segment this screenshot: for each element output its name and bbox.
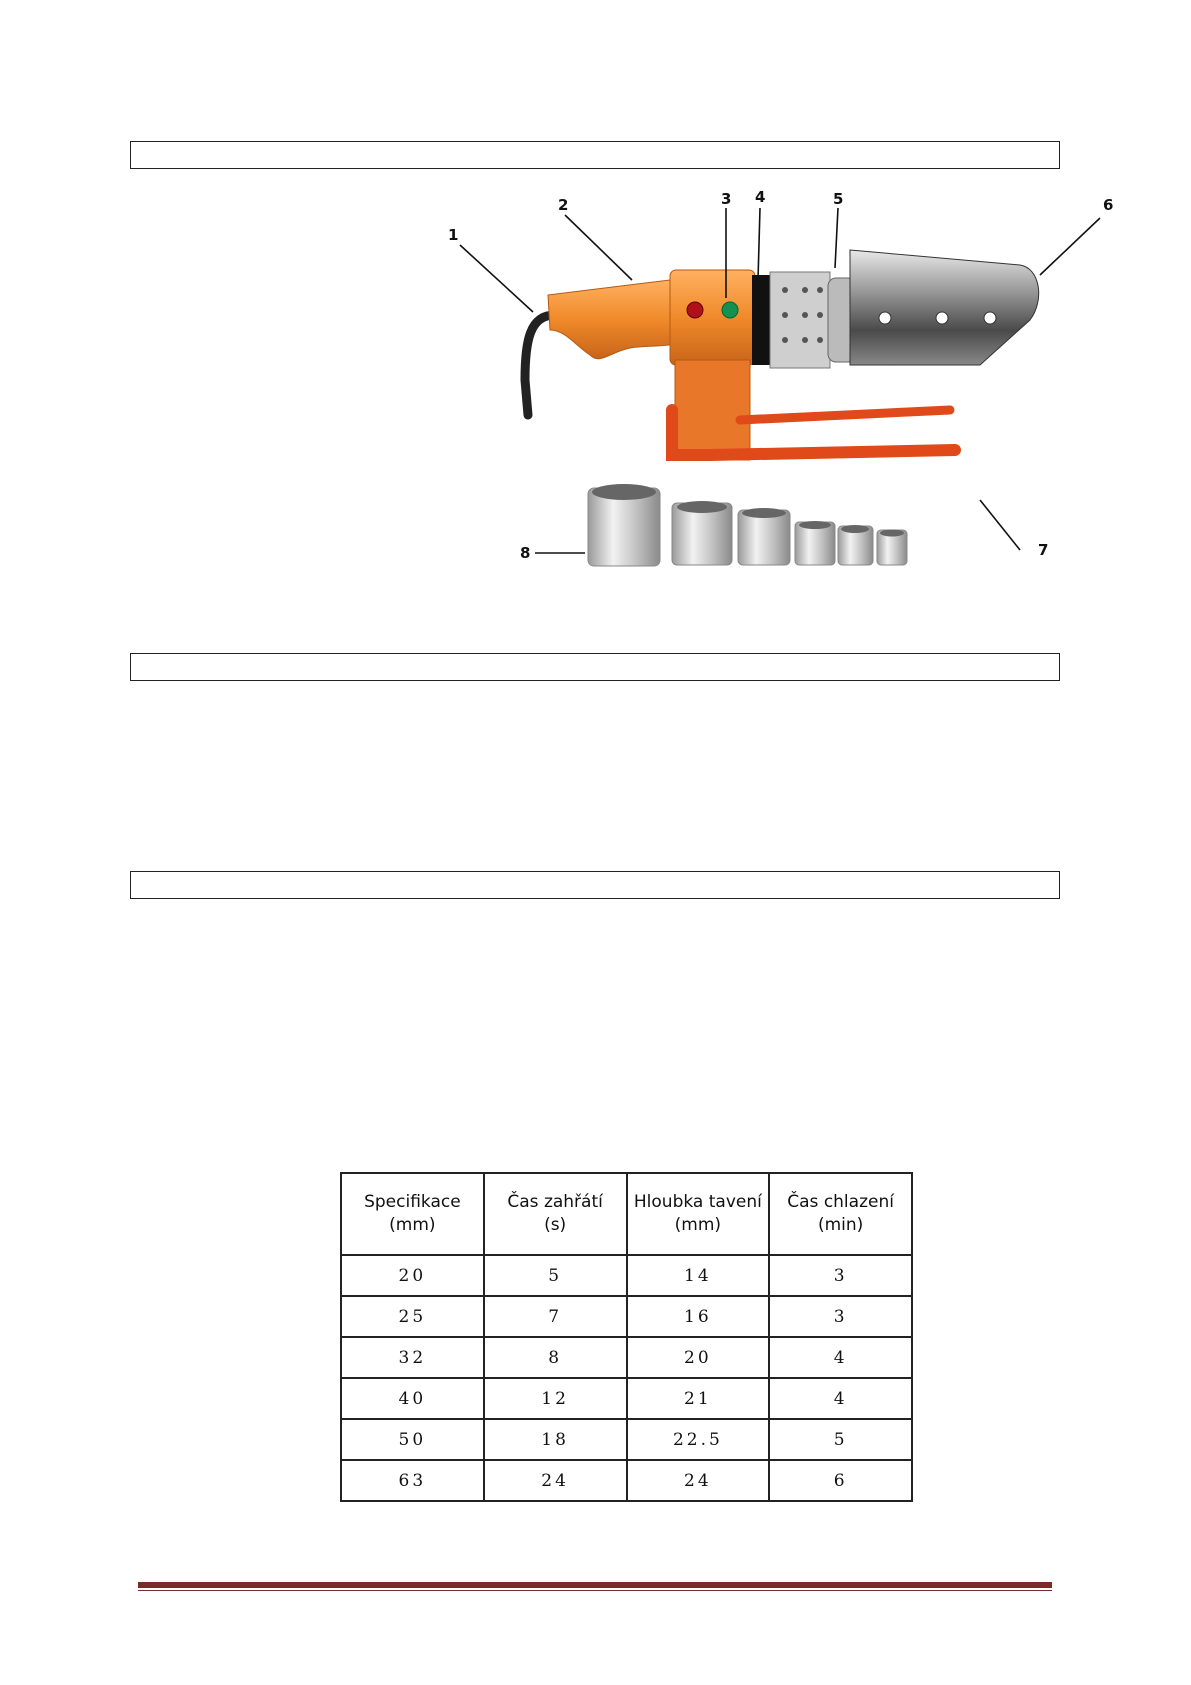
welder-figure xyxy=(440,180,1160,620)
socket-set xyxy=(588,484,907,566)
table-cell: 22.5 xyxy=(627,1419,770,1460)
table-cell: 3 xyxy=(769,1255,912,1296)
table-cell: 14 xyxy=(627,1255,770,1296)
table-cell: 50 xyxy=(341,1419,484,1460)
header-cas-chlazeni: Čas chlazení (min) xyxy=(769,1173,912,1255)
table-cell: 16 xyxy=(627,1296,770,1337)
table-cell: 24 xyxy=(627,1460,770,1501)
callout-5: 5 xyxy=(833,190,844,208)
control-box-lower xyxy=(675,360,750,460)
table-cell: 25 xyxy=(341,1296,484,1337)
heating-plate xyxy=(850,250,1039,365)
section-header-bar-3 xyxy=(130,871,1060,899)
heater-perforated-sleeve xyxy=(770,272,830,368)
table-cell: 24 xyxy=(484,1460,627,1501)
table-cell: 20 xyxy=(341,1255,484,1296)
section-header-bar-2 xyxy=(130,653,1060,681)
control-box xyxy=(670,270,755,365)
footer-rule xyxy=(138,1582,1052,1588)
table-cell: 40 xyxy=(341,1378,484,1419)
callout-6: 6 xyxy=(1103,196,1114,214)
table-cell: 7 xyxy=(484,1296,627,1337)
callout-7: 7 xyxy=(1038,541,1049,559)
spec-table xyxy=(340,1172,913,1502)
table-row xyxy=(341,1337,912,1378)
green-indicator-light xyxy=(722,302,738,318)
table-cell: 32 xyxy=(341,1337,484,1378)
table-cell: 12 xyxy=(484,1378,627,1419)
table-row xyxy=(341,1460,912,1501)
footer-rule-thin xyxy=(138,1590,1052,1591)
table-cell: 4 xyxy=(769,1378,912,1419)
table-cell: 4 xyxy=(769,1337,912,1378)
stand-rod-back xyxy=(740,410,950,420)
table-row xyxy=(341,1255,912,1296)
table-cell: 21 xyxy=(627,1378,770,1419)
table-cell: 18 xyxy=(484,1419,627,1460)
table-header-row xyxy=(341,1173,912,1255)
header-hloubka-taveni: Hloubka tavení (mm) xyxy=(627,1173,770,1255)
table-row xyxy=(341,1296,912,1337)
table-row xyxy=(341,1419,912,1460)
table-cell: 8 xyxy=(484,1337,627,1378)
table-cell: 6 xyxy=(769,1460,912,1501)
header-specifikace: Specifikace (mm) xyxy=(341,1173,484,1255)
handle xyxy=(548,280,690,359)
callout-1: 1 xyxy=(448,226,459,244)
callout-3: 3 xyxy=(721,190,732,208)
table-cell: 5 xyxy=(769,1419,912,1460)
callout-8: 8 xyxy=(520,544,531,562)
table-cell: 63 xyxy=(341,1460,484,1501)
callout-4: 4 xyxy=(755,188,766,206)
callout-2: 2 xyxy=(558,196,569,214)
table-cell: 5 xyxy=(484,1255,627,1296)
table-cell: 20 xyxy=(627,1337,770,1378)
table-row xyxy=(341,1378,912,1419)
table-cell: 3 xyxy=(769,1296,912,1337)
red-indicator-light xyxy=(687,302,703,318)
section-header-bar-1 xyxy=(130,141,1060,169)
header-cas-zahrati: Čas zahřátí (s) xyxy=(484,1173,627,1255)
